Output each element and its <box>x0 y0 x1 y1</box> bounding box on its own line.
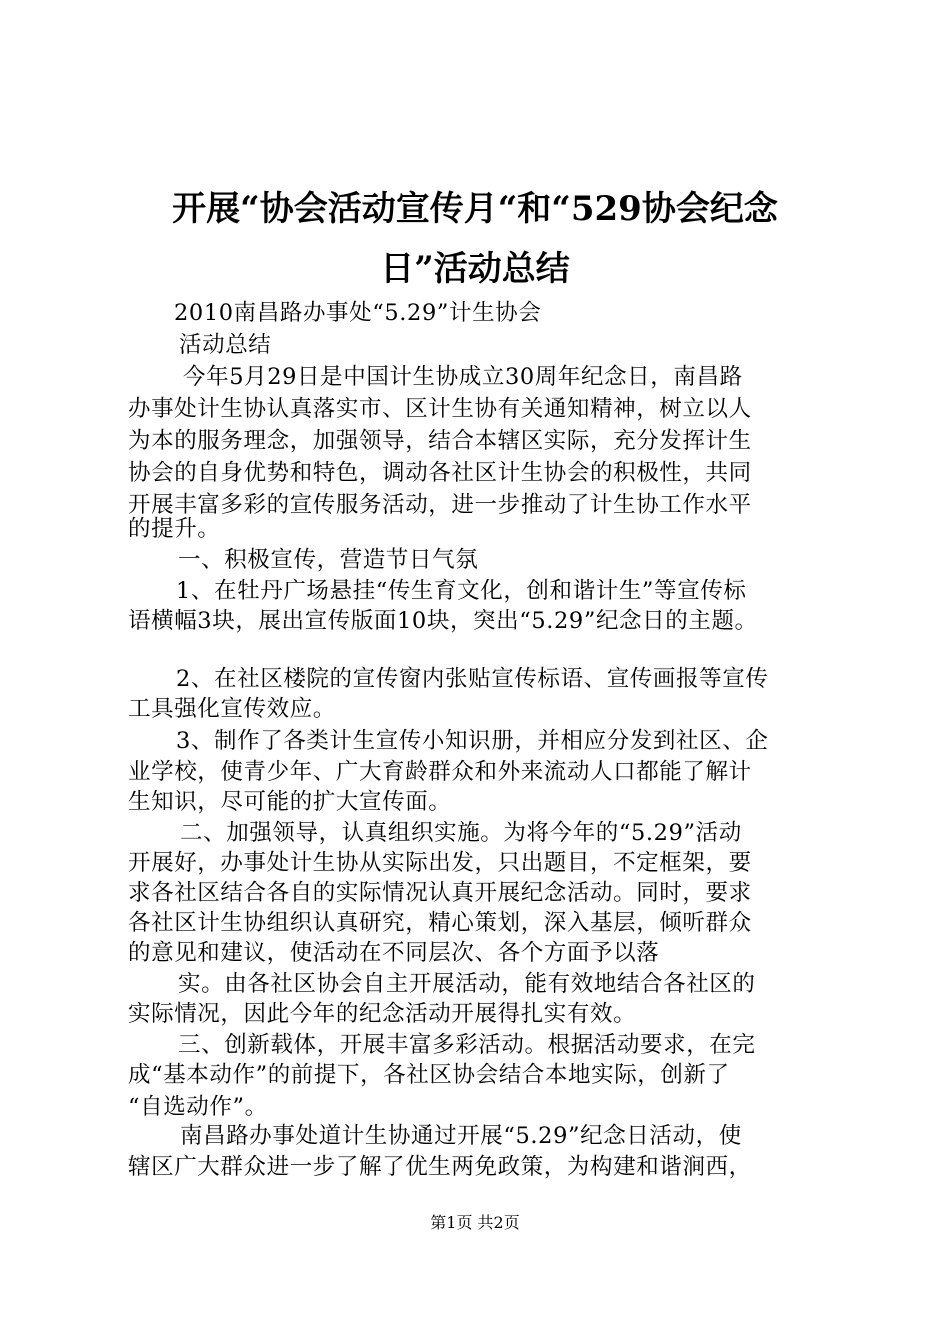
paragraph-line: 办事处计生协认真落实市、区计生协有关通知精神，树立以人 <box>128 396 752 422</box>
paragraph-line: 开展好，办事处计生协从实际出发，只出题目，不定框架，要 <box>128 850 752 876</box>
section-heading-1: 一、积极宣传，营造节日气氛 <box>178 547 479 573</box>
document-title-line-1: 开展“协会活动宣传月“和“529协会纪念 <box>172 189 778 229</box>
paragraph-line: 的提升。 <box>128 516 221 542</box>
paragraph-line: 工具强化宣传效应。 <box>128 696 336 722</box>
subtitle-line-1: 2010南昌路办事处“5.29”计生协会 <box>174 300 542 326</box>
page-number-footer: 第1页 共2页 <box>430 1213 520 1232</box>
section-heading-2: 二、加强领导，认真组织实施。为将今年的“5.29”活动 <box>180 820 742 846</box>
paragraph-line: 各社区计生协组织认真研究，精心策划，深入基层，倾听群众 <box>128 910 752 936</box>
paragraph-line: 的意见和建议，使活动在不同层次、各个方面予以落 <box>128 940 660 966</box>
paragraph-line: 1、在牡丹广场悬挂“传生育文化，创和谐计生”等宣传标 <box>176 578 747 604</box>
paragraph-line: 生知识，尽可能的扩大宣传面。 <box>128 789 452 815</box>
paragraph-line: 今年5月29日是中国计生协成立30周年纪念日，南昌路 <box>183 364 743 390</box>
paragraph-line: 3、制作了各类计生宣传小知识册，并相应分发到社区、企 <box>176 728 769 754</box>
paragraph-line: 为本的服务理念，加强领导，结合本辖区实际，充分发挥计生 <box>128 428 752 454</box>
paragraph-line: 业学校，使青少年、广大育龄群众和外来流动人口都能了解计 <box>128 759 752 785</box>
paragraph-line: 实。由各社区协会自主开展活动，能有效地结合各社区的 <box>178 971 756 997</box>
paragraph-line: 南昌路办事处道计生协通过开展“5.29”纪念日活动，使 <box>180 1123 742 1149</box>
paragraph-line: 成“基本动作”的前提下，各社区协会结合本地实际，创新了 <box>128 1062 730 1088</box>
paragraph-line: 2、在社区楼院的宣传窗内张贴宣传标语、宣传画报等宣传 <box>176 666 769 692</box>
paragraph-line: 协会的自身优势和特色，调动各社区计生协会的积极性，共同 <box>128 460 752 486</box>
section-heading-3: 三、创新载体，开展丰富多彩活动。根据活动要求，在完 <box>178 1032 756 1058</box>
subtitle-line-2: 活动总结 <box>179 332 272 358</box>
paragraph-line: 求各社区结合各自的实际情况认真开展纪念活动。同时，要求 <box>128 880 752 906</box>
paragraph-line: 辖区广大群众进一步了解了优生两免政策，为构建和谐涧西， <box>128 1154 752 1180</box>
paragraph-line: “自选动作”。 <box>128 1094 268 1120</box>
paragraph-line: 实际情况，因此今年的纪念活动开展得扎实有效。 <box>128 1001 637 1027</box>
document-title-line-2: 日”活动总结 <box>380 249 570 289</box>
paragraph-line: 语横幅3块，展出宣传版面10块，突出“5.29”纪念日的主题。 <box>128 608 758 634</box>
paragraph-line: 开展丰富多彩的宣传服务活动，进一步推动了计生协工作水平 <box>128 492 752 518</box>
